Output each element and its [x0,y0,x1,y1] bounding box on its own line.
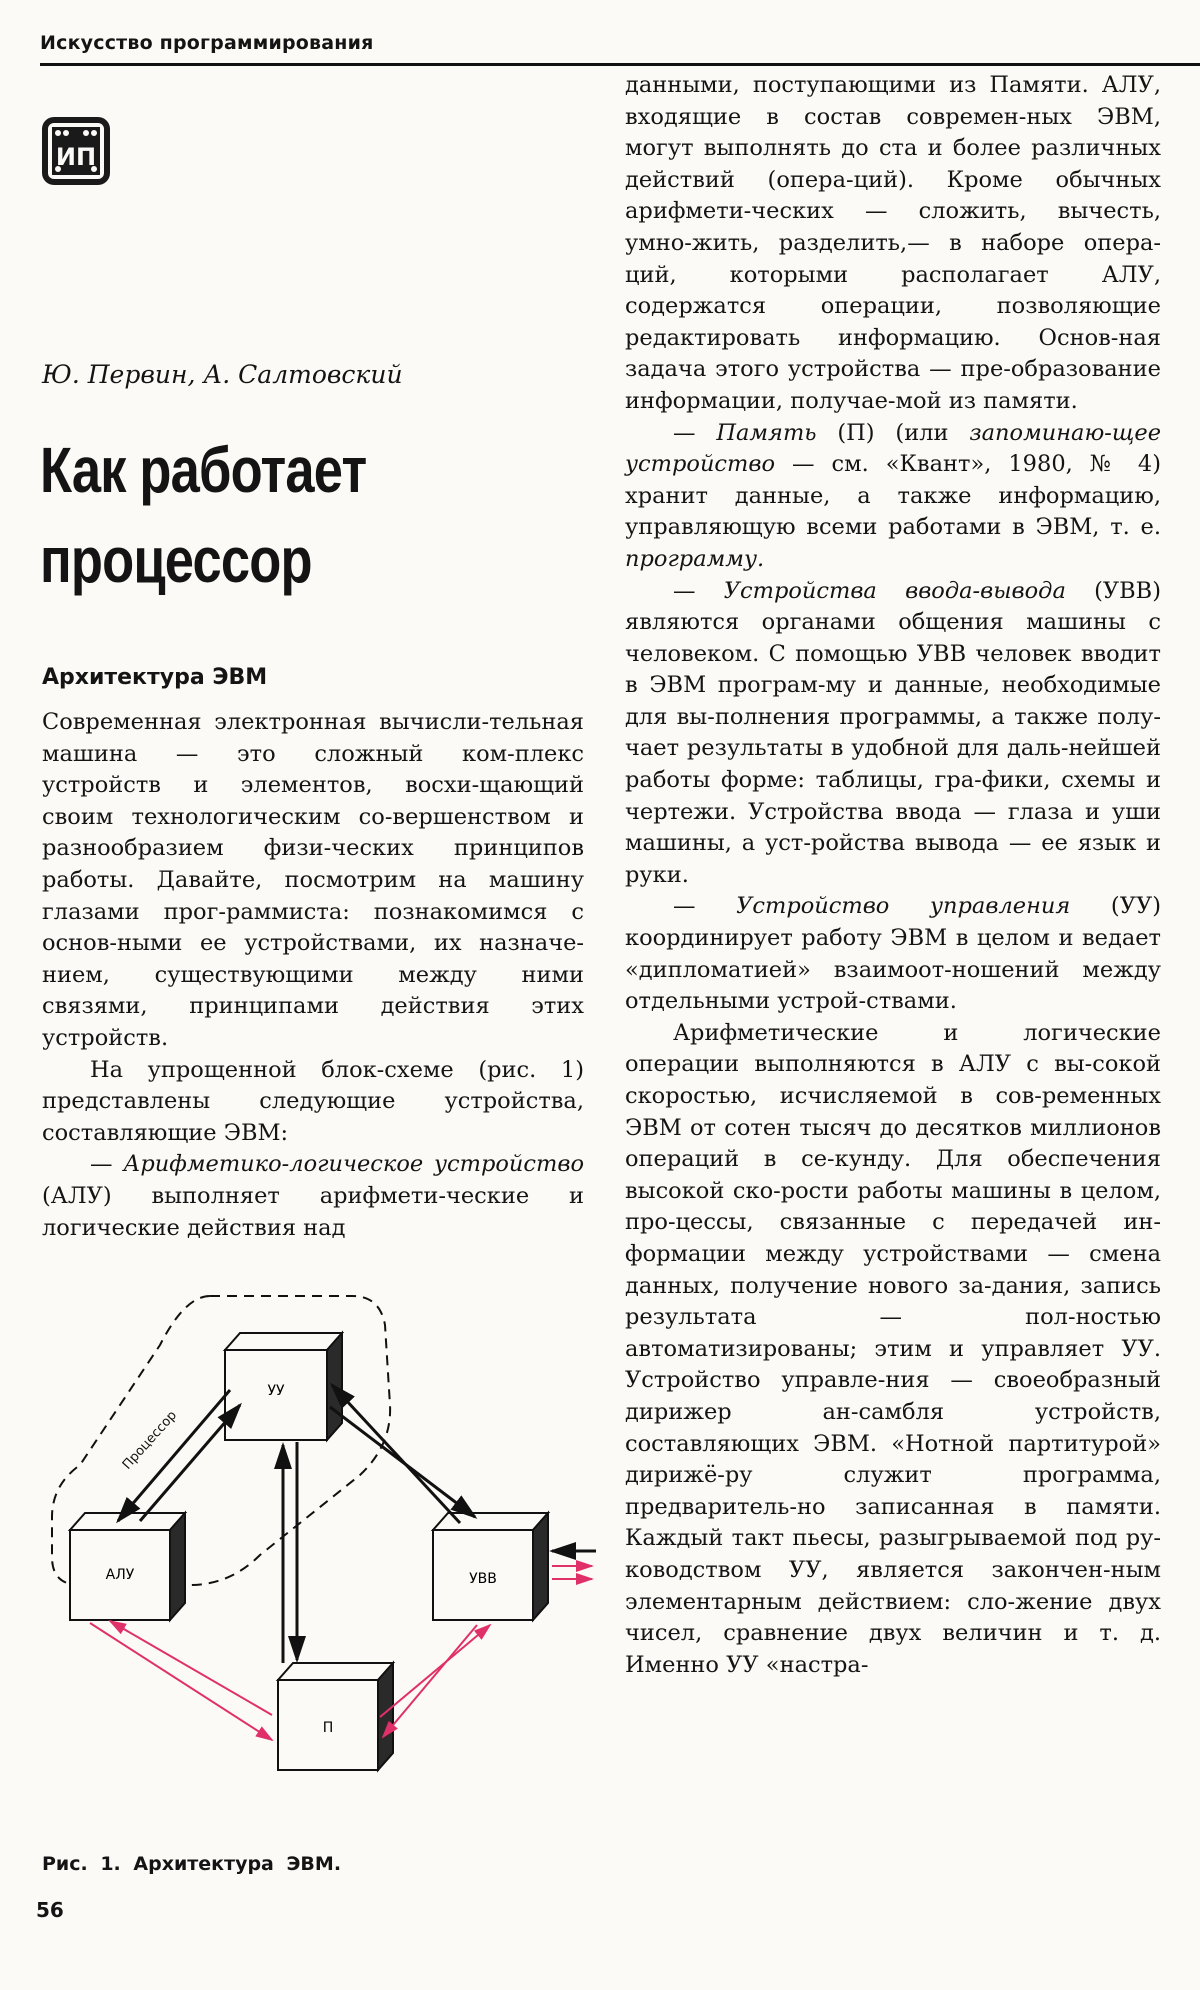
article-title [40,425,366,605]
term-memory: Память [716,419,817,446]
page-number: 56 [36,1898,64,1922]
term-io: Устройства ввода-вывода [723,577,1066,604]
arrow-p-to-uvv [380,1625,490,1717]
arrow-uvv-to-uu [332,1385,460,1523]
right-paragraph-5: Арифметические и логические операции выполняются в АЛУ с вы-сокой скоростью, исчисляемой в сов-ременных ЭВМ от сотен тысяч до десятков миллионов операций в се-кунду. Для обеспечения высокой ско-рости работы машины в целом, про-цессы, связанные с передачей ин-формации между устройствами — смена данных, получение нового за-дания, запись результата — пол-ностью автоматизированы; этим и управляет УУ. Устройство управле-ния — своеобразный дирижер ан-самбля устройств, составляющих ЭВМ. «Нотной партитурой» дирижё-ру служит программа, предваритель-но записанная в памяти. Каждый такт пьесы, разыгрываемой под ру-ководством УУ, является закончен-ным элементарным действием: сло-жение двух чисел, сравнение двух величин и т. д. Именно УУ «настра- [625,1019,1161,1678]
left-column [42,707,584,1244]
box-uvv [433,1513,548,1620]
box-p-label: П [322,1720,334,1736]
title-line-1: Как работает [40,434,367,506]
text: (П) (или [816,419,970,446]
title-line-2: процессор [40,524,312,596]
arrow-p-to-alu [110,1621,272,1715]
left-paragraph-3 [42,1149,584,1244]
box-alu [70,1513,185,1620]
dash: — [673,893,737,920]
architecture-diagram [40,1285,600,1825]
figure-caption: Рис. 1. Архитектура ЭВМ. [42,1853,342,1875]
right-paragraph-1: данными, поступающими из Памяти. АЛУ, входящие в состав современ-ных ЭВМ, могут выполнять до ста и более различных действий (опера-ций). Кроме обычных арифмети-ческих — сложить, вычесть, умно-жить, разделить,— в наборе опера-ций, которыми располагает АЛУ, содержатся операции, позволяющие редактировать информацию. Основ-ная задача этого устройства — пре-образование информации, получае-мой из памяти. [625,72,1161,414]
box-p [278,1663,393,1770]
section-heading: Архитектура ЭВМ [42,665,268,690]
running-head: Искусство программирования [40,32,374,54]
term-program: программу. [625,545,765,572]
text: — см. «Квант», 1980, № 4) хранит данные, а также информацию, управляющую всеми работами в ЭВМ, т. е. [625,451,1161,541]
box-uvv-label: УВВ [469,1571,497,1587]
left-paragraph-1: Современная электронная вычисли-тельная машина — это сложный ком-плекс устройств и элементов, восхи-щающий своим технологическим со-вершенством и разнообразием физи-ческих принципов работы. Давайте, посмотрим на машину глазами прог-раммиста: познакомимся с основ-ными ее устройствами, их назначе-нием, существующими между ними связями, принципами действия этих устройств. [42,709,584,1051]
logo-text: ИП [55,143,97,171]
right-paragraph-3 [625,576,1161,892]
text: (АЛУ) выполняет арифмети-ческие и логические действия над [42,1182,584,1241]
dash: — [90,1151,124,1178]
term-alu: Арифметико-логическое устройство [123,1151,584,1178]
dash: — [673,419,717,446]
dash: — [673,577,724,604]
text: (УУ) координирует работу ЭВМ в целом и ведает «дипломатией» взаимоот-ношений между отдельными устрой-ствами. [625,893,1161,1015]
left-paragraph-2: На упрощенной блок-схеме (рис. 1) представлены следующие устройства, составляющие ЭВМ: [42,1056,584,1146]
header-rule [40,63,1200,66]
text: (УВВ) являются органами общения машины с человеком. С помощью УВВ человек вводит в ЭВМ програм-му и данные, необходимые для вы-полнения программы, а также полу-чает результаты в удобной для даль-нейшей работы форме: таблицы, гра-фики, схемы и чертежи. Устройства ввода — глаза и уши машины, а уст-ройства вывода — ее язык и руки. [625,577,1161,888]
right-column [625,70,1161,1681]
right-paragraph-4 [625,891,1161,1017]
box-alu-label: АЛУ [105,1567,135,1583]
box-uu [225,1333,342,1440]
term-control: Устройство управления [736,893,1071,920]
term-storage: запоминаю-щее устройство [625,419,1162,478]
page-header [40,32,1180,72]
authors: Ю. Первин, А. Салтовский [42,360,403,389]
right-paragraph-2 [625,418,1161,576]
ip-logo-icon [40,115,112,187]
processor-label: Процессор [119,1408,181,1473]
box-uu-label: УУ [267,1383,285,1399]
arrow-alu-to-p [90,1623,272,1740]
arrow-uvv-to-p [383,1625,477,1737]
